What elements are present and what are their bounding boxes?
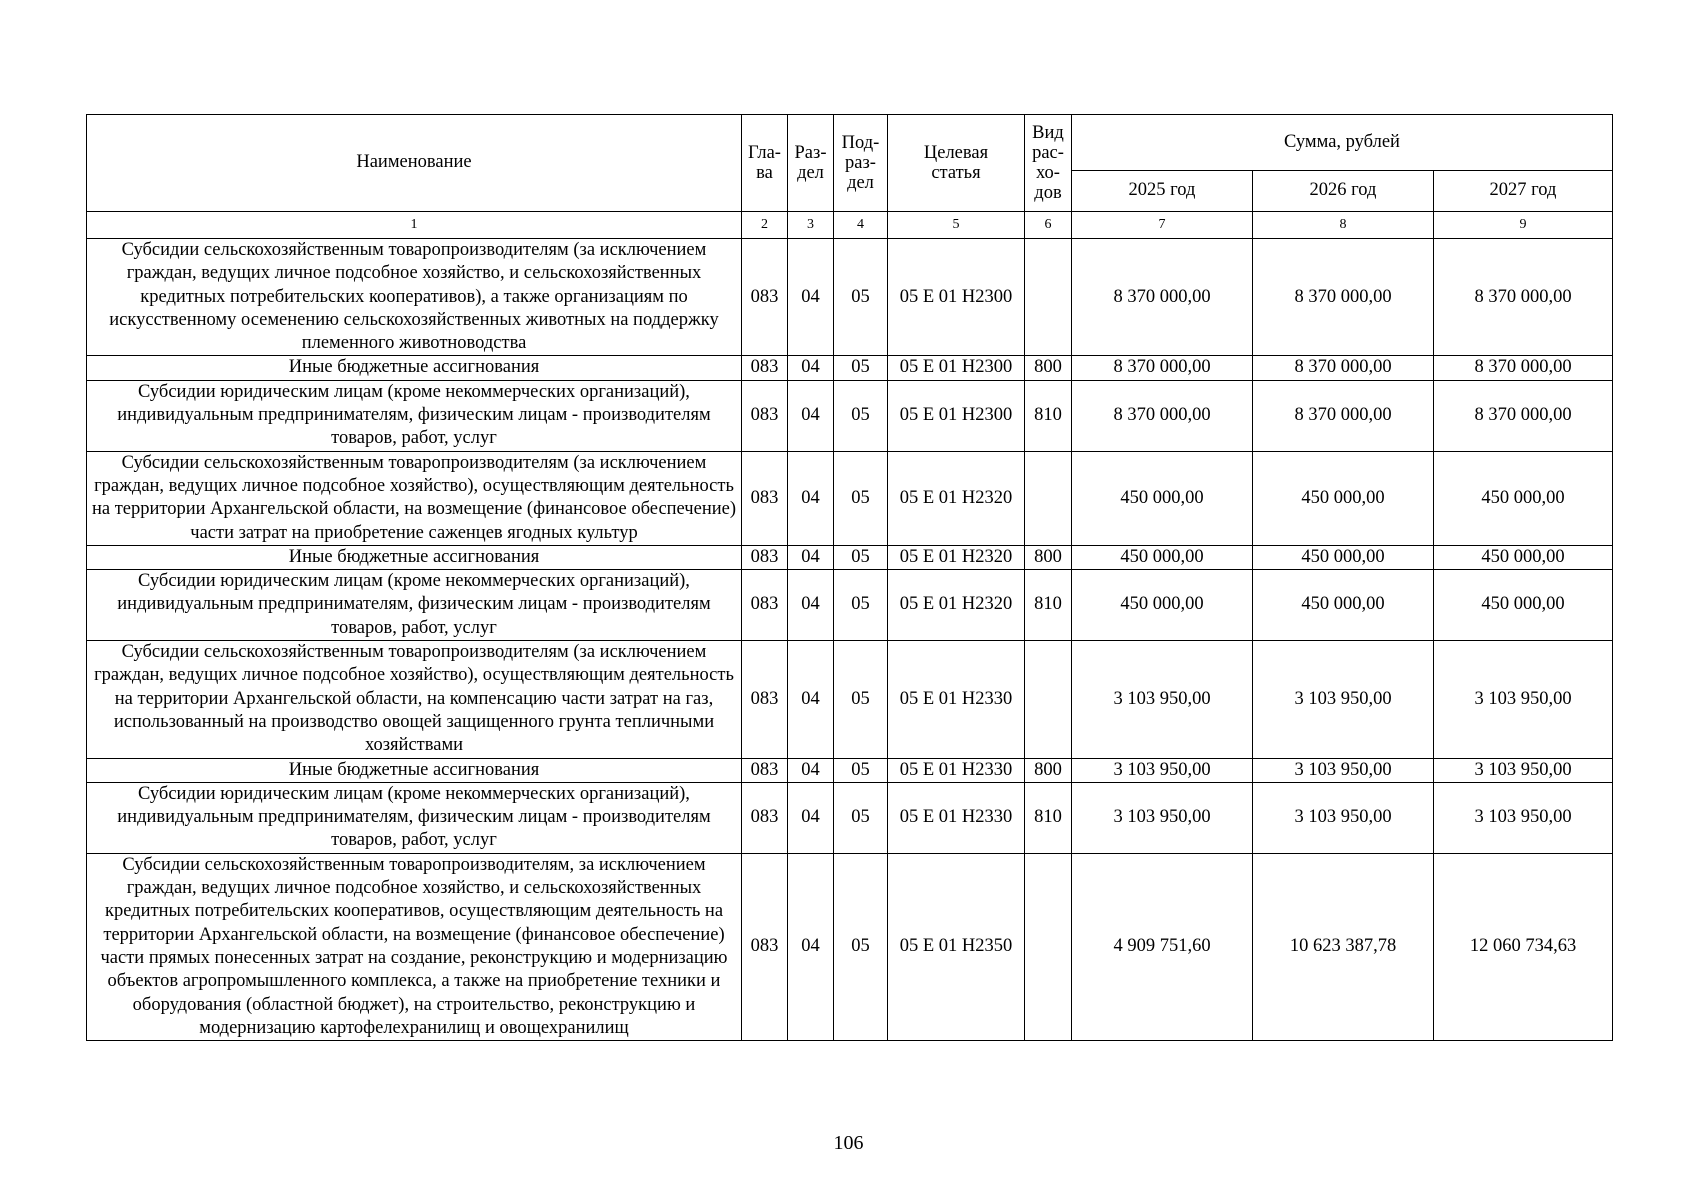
row-target-item: 05 Е 01 Н2320 bbox=[888, 545, 1025, 569]
row-chapter: 083 bbox=[742, 451, 788, 545]
row-chapter: 083 bbox=[742, 380, 788, 451]
row-amount-2026: 3 103 950,00 bbox=[1253, 641, 1434, 758]
row-amount-2025: 3 103 950,00 bbox=[1072, 782, 1253, 853]
budget-table bbox=[86, 114, 1613, 1041]
row-amount-2027: 3 103 950,00 bbox=[1434, 782, 1613, 853]
row-amount-2026: 8 370 000,00 bbox=[1253, 239, 1434, 356]
row-amount-2027: 12 060 734,63 bbox=[1434, 853, 1613, 1040]
row-section: 04 bbox=[788, 782, 834, 853]
row-chapter: 083 bbox=[742, 641, 788, 758]
row-subsection: 05 bbox=[834, 545, 888, 569]
row-target-item: 05 Е 01 Н2320 bbox=[888, 451, 1025, 545]
header-chapter: Гла- ва bbox=[742, 115, 788, 212]
row-target-item: 05 Е 01 Н2300 bbox=[888, 239, 1025, 356]
column-number: 6 bbox=[1025, 212, 1072, 239]
row-amount-2025: 450 000,00 bbox=[1072, 545, 1253, 569]
header-year-2026: 2026 год bbox=[1253, 171, 1434, 212]
column-number: 5 bbox=[888, 212, 1025, 239]
row-section: 04 bbox=[788, 380, 834, 451]
table-body bbox=[87, 239, 1613, 1041]
row-amount-2026: 10 623 387,78 bbox=[1253, 853, 1434, 1040]
column-number: 8 bbox=[1253, 212, 1434, 239]
row-amount-2026: 8 370 000,00 bbox=[1253, 356, 1434, 380]
row-amount-2027: 450 000,00 bbox=[1434, 570, 1613, 641]
row-amount-2025: 4 909 751,60 bbox=[1072, 853, 1253, 1040]
row-name: Субсидии сельскохозяйственным товаропроизводителям (за исключением граждан, ведущих личное подсобное хозяйство), осуществляющим деятельность на территории Архангельской области, на компенсацию части затрат на газ, использованный на производство овощей защищенного грунта тепличными хозяйствами bbox=[87, 641, 742, 758]
row-target-item: 05 Е 01 Н2300 bbox=[888, 356, 1025, 380]
table-row bbox=[87, 239, 1613, 356]
row-amount-2027: 450 000,00 bbox=[1434, 545, 1613, 569]
row-expense-type: 810 bbox=[1025, 570, 1072, 641]
row-name: Субсидии сельскохозяйственным товаропроизводителям (за исключением граждан, ведущих личное подсобное хозяйство, и сельскохозяйственных кредитных потребительских кооперативов), а также организациям по искусственному осеменению сельскохозяйственных животных на поддержку племенного животноводства bbox=[87, 239, 742, 356]
row-amount-2025: 8 370 000,00 bbox=[1072, 380, 1253, 451]
row-subsection: 05 bbox=[834, 853, 888, 1040]
column-number: 7 bbox=[1072, 212, 1253, 239]
row-chapter: 083 bbox=[742, 853, 788, 1040]
header-year-2027: 2027 год bbox=[1434, 171, 1613, 212]
row-name: Иные бюджетные ассигнования bbox=[87, 545, 742, 569]
row-chapter: 083 bbox=[742, 356, 788, 380]
row-target-item: 05 Е 01 Н2330 bbox=[888, 758, 1025, 782]
row-section: 04 bbox=[788, 239, 834, 356]
row-subsection: 05 bbox=[834, 356, 888, 380]
row-section: 04 bbox=[788, 356, 834, 380]
row-amount-2025: 450 000,00 bbox=[1072, 570, 1253, 641]
row-expense-type: 800 bbox=[1025, 356, 1072, 380]
table-header bbox=[87, 115, 1613, 239]
header-subsection: Под- раз- дел bbox=[834, 115, 888, 212]
table-row bbox=[87, 451, 1613, 545]
row-amount-2027: 8 370 000,00 bbox=[1434, 380, 1613, 451]
row-amount-2027: 8 370 000,00 bbox=[1434, 239, 1613, 356]
row-name: Иные бюджетные ассигнования bbox=[87, 758, 742, 782]
row-amount-2025: 3 103 950,00 bbox=[1072, 641, 1253, 758]
column-number: 2 bbox=[742, 212, 788, 239]
row-name: Субсидии сельскохозяйственным товаропроизводителям, за исключением граждан, ведущих личное подсобное хозяйство, и сельскохозяйственных кредитных потребительских кооперативов, осуществляющим деятельность на территории Архангельской области, на возмещение (финансовое обеспечение) части прямых понесенных затрат на создание, реконструкцию и модернизацию объектов агропромышленного комплекса, а также на приобретение техники и оборудования (областной бюджет), на строительство, реконструкцию и модернизацию картофелехранилищ и овощехранилищ bbox=[87, 853, 742, 1040]
row-chapter: 083 bbox=[742, 758, 788, 782]
row-subsection: 05 bbox=[834, 239, 888, 356]
table-row bbox=[87, 782, 1613, 853]
row-section: 04 bbox=[788, 545, 834, 569]
row-expense-type bbox=[1025, 451, 1072, 545]
row-chapter: 083 bbox=[742, 239, 788, 356]
row-name: Субсидии сельскохозяйственным товаропроизводителям (за исключением граждан, ведущих личное подсобное хозяйство), осуществляющим деятельность на территории Архангельской области, на возмещение (финансовое обеспечение) части затрат на приобретение саженцев ягодных культур bbox=[87, 451, 742, 545]
row-subsection: 05 bbox=[834, 451, 888, 545]
row-name: Субсидии юридическим лицам (кроме некоммерческих организаций), индивидуальным предпринимателям, физическим лицам - производителям товаров, работ, услуг bbox=[87, 782, 742, 853]
row-amount-2025: 450 000,00 bbox=[1072, 451, 1253, 545]
row-amount-2025: 8 370 000,00 bbox=[1072, 356, 1253, 380]
row-target-item: 05 Е 01 Н2330 bbox=[888, 782, 1025, 853]
column-numbers-row bbox=[87, 212, 1613, 239]
table-row bbox=[87, 641, 1613, 758]
row-amount-2026: 450 000,00 bbox=[1253, 451, 1434, 545]
column-number: 4 bbox=[834, 212, 888, 239]
row-section: 04 bbox=[788, 570, 834, 641]
row-subsection: 05 bbox=[834, 641, 888, 758]
row-amount-2027: 8 370 000,00 bbox=[1434, 356, 1613, 380]
row-expense-type: 810 bbox=[1025, 782, 1072, 853]
row-target-item: 05 Е 01 Н2300 bbox=[888, 380, 1025, 451]
row-expense-type: 800 bbox=[1025, 545, 1072, 569]
row-target-item: 05 Е 01 Н2350 bbox=[888, 853, 1025, 1040]
row-chapter: 083 bbox=[742, 782, 788, 853]
row-amount-2027: 450 000,00 bbox=[1434, 451, 1613, 545]
row-expense-type: 800 bbox=[1025, 758, 1072, 782]
page-number: 106 bbox=[833, 1132, 864, 1154]
row-section: 04 bbox=[788, 641, 834, 758]
row-amount-2025: 3 103 950,00 bbox=[1072, 758, 1253, 782]
row-amount-2025: 8 370 000,00 bbox=[1072, 239, 1253, 356]
column-number: 1 bbox=[87, 212, 742, 239]
row-amount-2027: 3 103 950,00 bbox=[1434, 758, 1613, 782]
row-name: Иные бюджетные ассигнования bbox=[87, 356, 742, 380]
row-section: 04 bbox=[788, 451, 834, 545]
table-row bbox=[87, 758, 1613, 782]
row-amount-2026: 450 000,00 bbox=[1253, 570, 1434, 641]
row-amount-2027: 3 103 950,00 bbox=[1434, 641, 1613, 758]
row-section: 04 bbox=[788, 758, 834, 782]
row-expense-type bbox=[1025, 239, 1072, 356]
row-subsection: 05 bbox=[834, 570, 888, 641]
table-row bbox=[87, 545, 1613, 569]
row-subsection: 05 bbox=[834, 380, 888, 451]
header-sum: Сумма, рублей bbox=[1072, 115, 1613, 171]
row-expense-type: 810 bbox=[1025, 380, 1072, 451]
table-row bbox=[87, 380, 1613, 451]
row-section: 04 bbox=[788, 853, 834, 1040]
header-name: Наименование bbox=[87, 115, 742, 212]
row-chapter: 083 bbox=[742, 570, 788, 641]
row-amount-2026: 3 103 950,00 bbox=[1253, 758, 1434, 782]
row-target-item: 05 Е 01 Н2320 bbox=[888, 570, 1025, 641]
row-subsection: 05 bbox=[834, 782, 888, 853]
row-expense-type bbox=[1025, 853, 1072, 1040]
header-expense-type: Вид рас- хо- дов bbox=[1025, 115, 1072, 212]
row-amount-2026: 450 000,00 bbox=[1253, 545, 1434, 569]
row-name: Субсидии юридическим лицам (кроме некоммерческих организаций), индивидуальным предпринимателям, физическим лицам - производителям товаров, работ, услуг bbox=[87, 380, 742, 451]
row-target-item: 05 Е 01 Н2330 bbox=[888, 641, 1025, 758]
header-section: Раз- дел bbox=[788, 115, 834, 212]
row-amount-2026: 8 370 000,00 bbox=[1253, 380, 1434, 451]
column-number: 9 bbox=[1434, 212, 1613, 239]
column-number: 3 bbox=[788, 212, 834, 239]
table-row bbox=[87, 356, 1613, 380]
table-row bbox=[87, 853, 1613, 1040]
table-row bbox=[87, 570, 1613, 641]
row-name: Субсидии юридическим лицам (кроме некоммерческих организаций), индивидуальным предпринимателям, физическим лицам - производителям товаров, работ, услуг bbox=[87, 570, 742, 641]
row-chapter: 083 bbox=[742, 545, 788, 569]
row-amount-2026: 3 103 950,00 bbox=[1253, 782, 1434, 853]
row-subsection: 05 bbox=[834, 758, 888, 782]
header-year-2025: 2025 год bbox=[1072, 171, 1253, 212]
header-target-item: Целевая статья bbox=[888, 115, 1025, 212]
row-expense-type bbox=[1025, 641, 1072, 758]
